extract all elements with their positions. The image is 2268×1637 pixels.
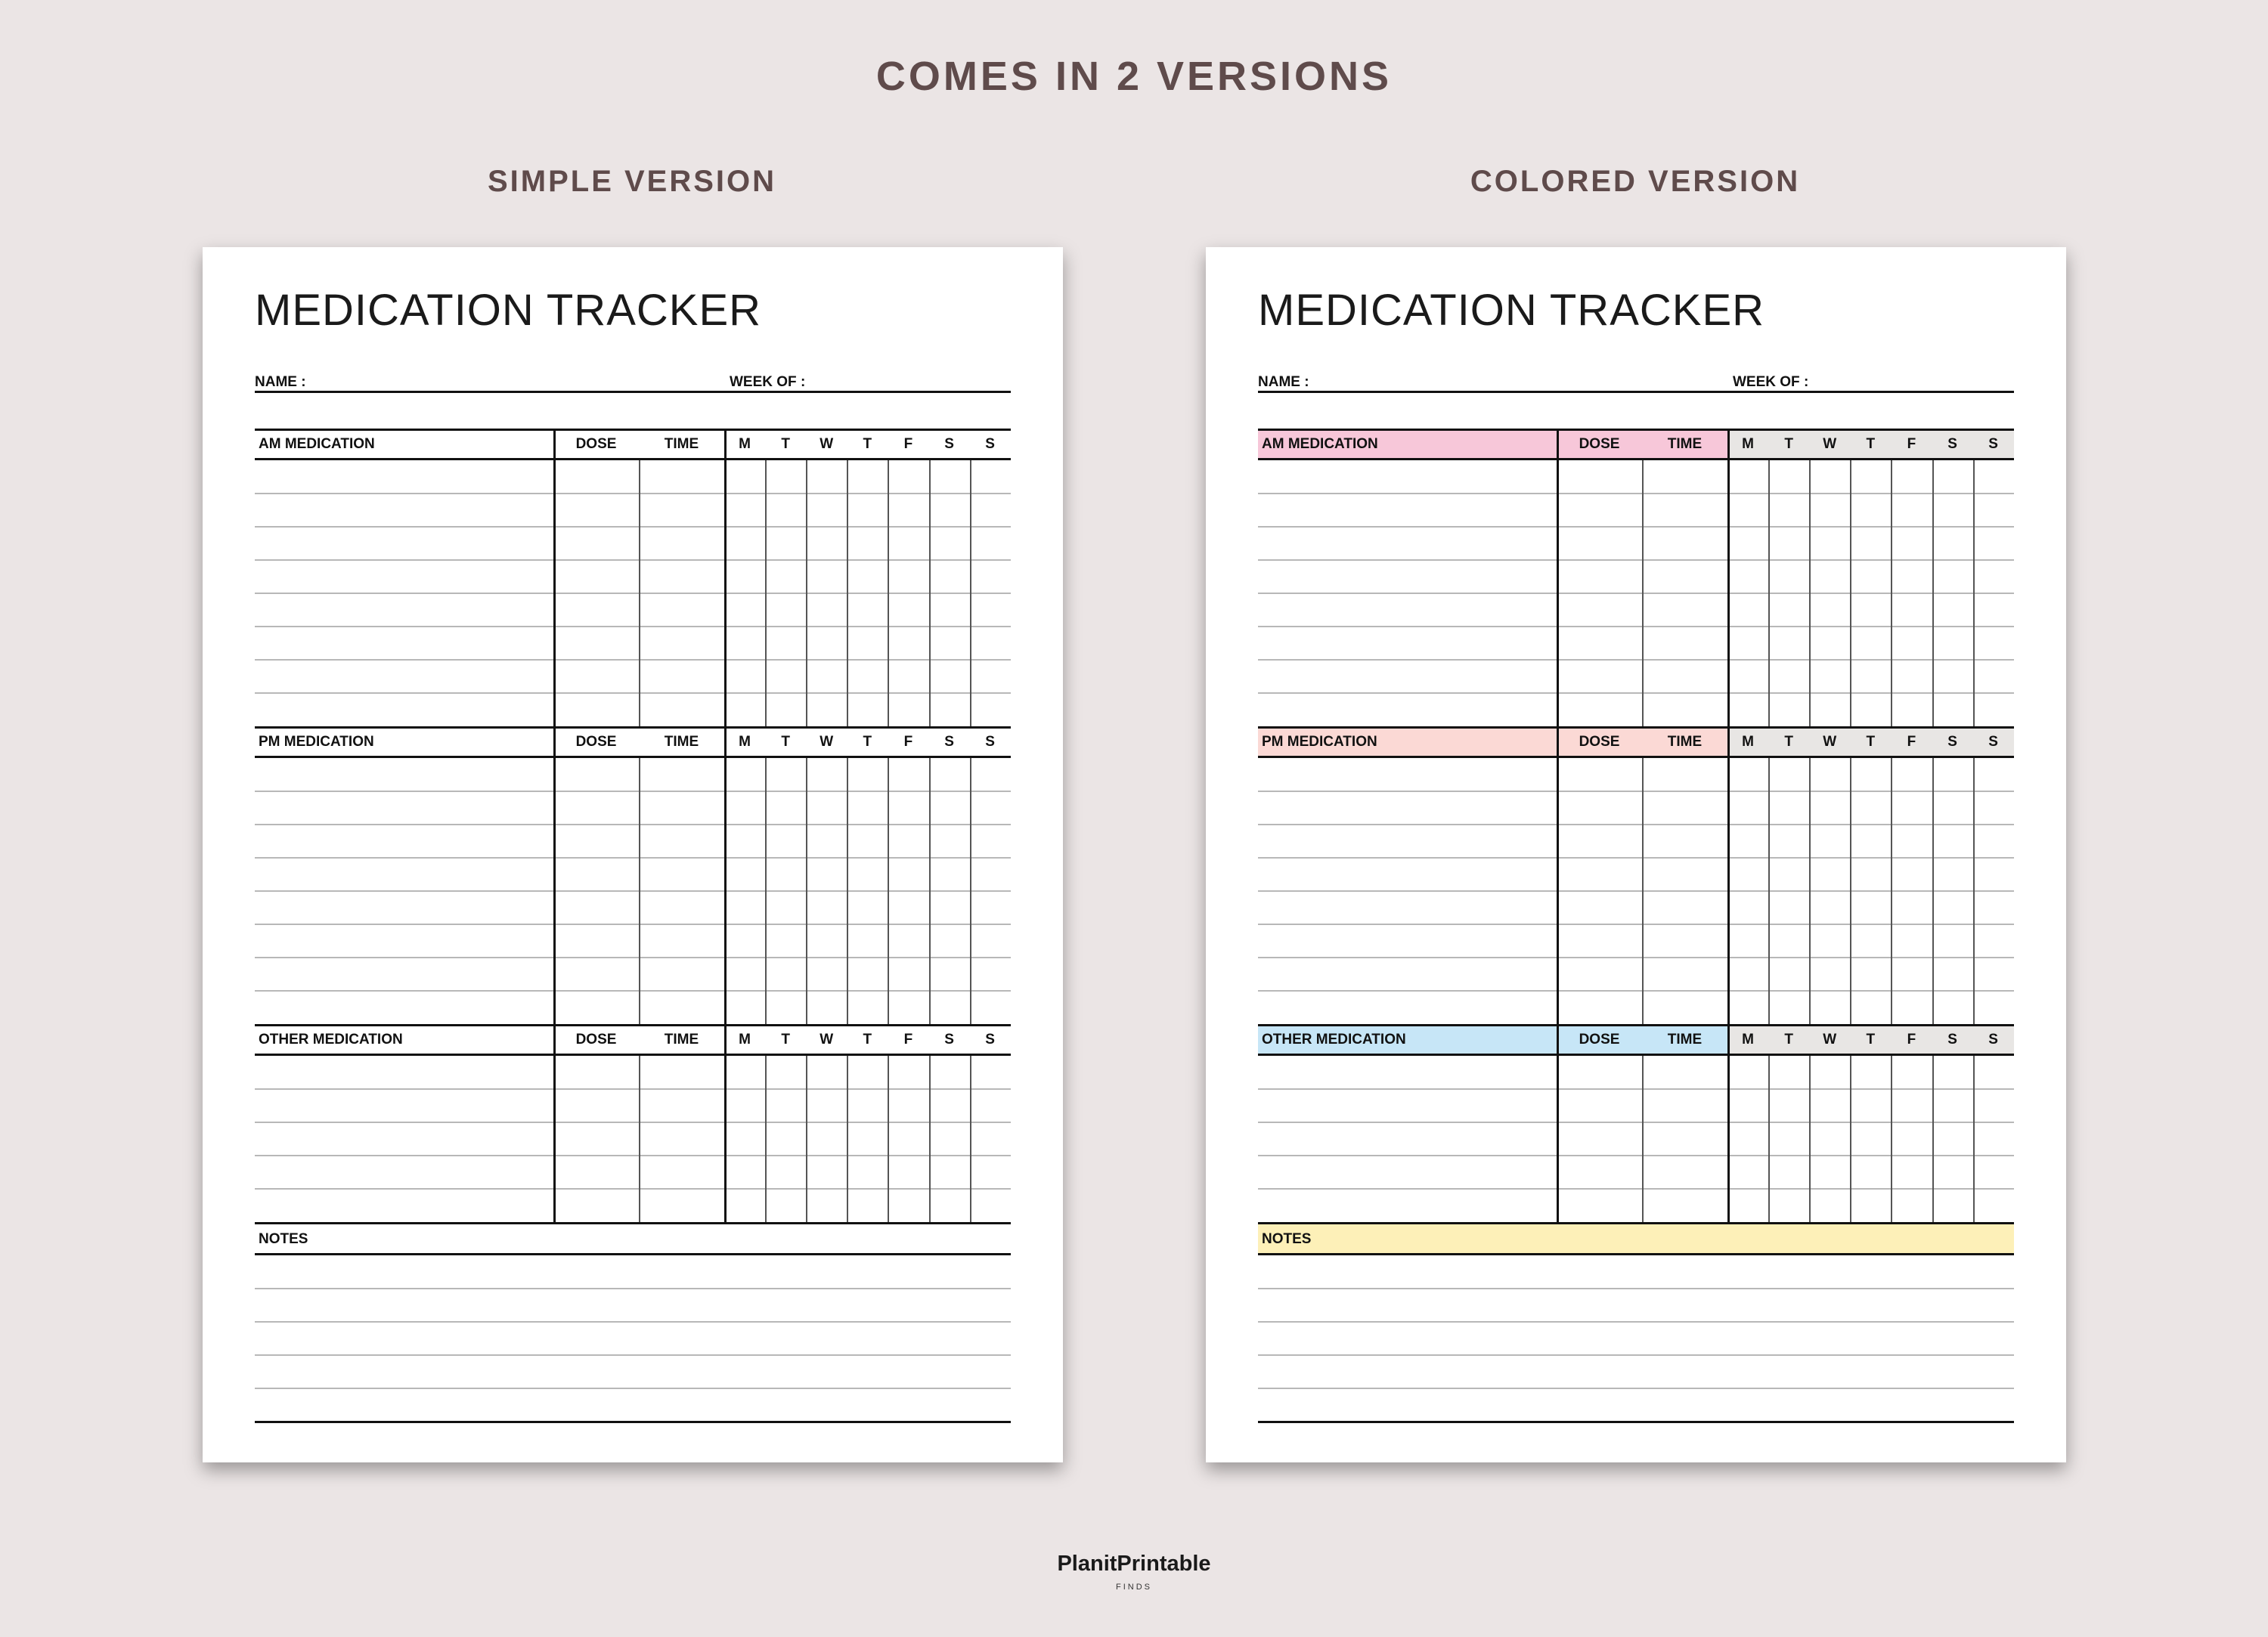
- day-heading: T: [781, 734, 790, 750]
- day-heading: S: [1947, 734, 1957, 750]
- column-divider: [765, 460, 767, 726]
- row-line: [255, 626, 1011, 627]
- week-of-field-label: WEEK OF :: [1733, 374, 1809, 390]
- column-divider: [1727, 1024, 1730, 1056]
- row-line: [1258, 659, 2014, 661]
- column-divider: [724, 758, 727, 1024]
- row-line: [255, 857, 1011, 859]
- row-line: [1258, 1188, 2014, 1190]
- day-heading: F: [903, 734, 913, 750]
- day-heading: W: [820, 436, 834, 452]
- dose-heading: DOSE: [575, 1032, 617, 1047]
- notes-header: [1258, 1222, 2014, 1255]
- dose-heading: DOSE: [575, 436, 617, 452]
- notes-line: [1258, 1321, 2014, 1323]
- column-divider: [1727, 726, 1730, 758]
- column-divider: [888, 460, 889, 726]
- am-section-rows[interactable]: [255, 460, 1011, 726]
- column-divider: [970, 1056, 971, 1222]
- column-divider: [724, 429, 727, 460]
- day-heading: T: [863, 436, 872, 452]
- time-heading: TIME: [1667, 1032, 1703, 1047]
- row-line: [1258, 526, 2014, 528]
- day-heading: M: [739, 436, 751, 452]
- time-heading: TIME: [1667, 436, 1703, 452]
- column-divider: [1932, 460, 1934, 726]
- other-medication-section: [1258, 1024, 2014, 1222]
- pm-section-rows[interactable]: [255, 758, 1011, 1024]
- column-divider: [553, 726, 556, 758]
- other-medication-heading: OTHER MEDICATION: [259, 1032, 403, 1047]
- simple-version-label: SIMPLE VERSION: [487, 165, 777, 198]
- day-heading: S: [1988, 1032, 1998, 1047]
- row-line: [255, 593, 1011, 594]
- column-divider: [1727, 429, 1730, 460]
- column-divider: [1642, 758, 1644, 1024]
- day-heading: F: [1907, 436, 1916, 452]
- column-divider: [1891, 758, 1892, 1024]
- time-heading: TIME: [664, 436, 699, 452]
- day-heading: S: [985, 436, 995, 452]
- day-heading: F: [903, 436, 913, 452]
- colored-tracker-page: [1206, 247, 2066, 1462]
- row-line: [255, 1188, 1011, 1190]
- row-line: [1258, 626, 2014, 627]
- column-divider: [553, 1056, 556, 1222]
- day-heading: T: [1866, 734, 1876, 750]
- row-line: [255, 1088, 1011, 1090]
- column-divider: [765, 1056, 767, 1222]
- row-line: [255, 493, 1011, 494]
- row-line: [1258, 692, 2014, 694]
- column-divider: [1973, 1056, 1975, 1222]
- column-divider: [1850, 460, 1851, 726]
- day-heading: W: [820, 1032, 834, 1047]
- column-divider: [1727, 758, 1730, 1024]
- column-divider: [1642, 1056, 1644, 1222]
- row-line: [255, 791, 1011, 792]
- notes-heading: NOTES: [259, 1231, 308, 1247]
- other-medication-heading: OTHER MEDICATION: [1262, 1032, 1406, 1047]
- am-section-rows[interactable]: [1258, 460, 2014, 726]
- simple-tracker-page: [203, 247, 1063, 1462]
- day-heading: T: [1784, 734, 1793, 750]
- dose-heading: DOSE: [575, 734, 617, 750]
- am-section-header: [1258, 429, 2014, 460]
- column-divider: [888, 1056, 889, 1222]
- column-divider: [1727, 1056, 1730, 1222]
- day-heading: F: [1907, 1032, 1916, 1047]
- day-heading: F: [1907, 734, 1916, 750]
- column-divider: [1932, 1056, 1934, 1222]
- column-divider: [1557, 758, 1559, 1024]
- row-line: [1258, 857, 2014, 859]
- column-divider: [553, 1024, 556, 1056]
- row-line: [1258, 890, 2014, 892]
- other-section-rows[interactable]: [1258, 1056, 2014, 1222]
- dose-heading: DOSE: [1579, 734, 1620, 750]
- notes-line: [255, 1288, 1011, 1289]
- column-divider: [553, 758, 556, 1024]
- brand-logo-name: PlanitPrintable: [1057, 1552, 1211, 1576]
- row-line: [255, 924, 1011, 925]
- am-section-header: [255, 429, 1011, 460]
- pm-medication-heading: PM MEDICATION: [259, 734, 374, 750]
- row-line: [1258, 1088, 2014, 1090]
- day-heading: S: [944, 436, 954, 452]
- row-line: [255, 692, 1011, 694]
- day-heading: S: [1988, 734, 1998, 750]
- dose-heading: DOSE: [1579, 1032, 1620, 1047]
- column-divider: [1642, 460, 1644, 726]
- day-heading: T: [1866, 436, 1876, 452]
- column-divider: [1768, 758, 1770, 1024]
- column-divider: [847, 758, 848, 1024]
- column-divider: [929, 460, 931, 726]
- other-section-header: [1258, 1024, 2014, 1056]
- column-divider: [1850, 758, 1851, 1024]
- day-heading: S: [1988, 436, 1998, 452]
- dose-heading: DOSE: [1579, 436, 1620, 452]
- day-heading: W: [820, 734, 834, 750]
- column-divider: [970, 460, 971, 726]
- day-heading: S: [985, 1032, 995, 1047]
- column-divider: [1932, 758, 1934, 1024]
- row-line: [255, 1122, 1011, 1123]
- column-divider: [1557, 460, 1559, 726]
- column-divider: [1850, 1056, 1851, 1222]
- notes-header: [255, 1222, 1011, 1255]
- row-line: [1258, 493, 2014, 494]
- column-divider: [1973, 758, 1975, 1024]
- day-heading: S: [985, 734, 995, 750]
- notes-bottom-line: [255, 1421, 1011, 1423]
- notes-section: [255, 1222, 1011, 1422]
- column-divider: [888, 758, 889, 1024]
- day-heading: T: [1866, 1032, 1876, 1047]
- column-divider: [847, 460, 848, 726]
- row-line: [1258, 593, 2014, 594]
- name-week-line[interactable]: [1258, 391, 2014, 393]
- notes-line: [1258, 1354, 2014, 1356]
- day-heading: M: [1742, 436, 1754, 452]
- column-divider: [639, 758, 640, 1024]
- column-divider: [929, 1056, 931, 1222]
- column-divider: [847, 1056, 848, 1222]
- row-line: [255, 957, 1011, 958]
- pm-section-header: [255, 726, 1011, 758]
- column-divider: [1557, 1024, 1559, 1056]
- day-heading: T: [781, 436, 790, 452]
- column-divider: [724, 1024, 727, 1056]
- column-divider: [724, 1056, 727, 1222]
- day-heading: S: [944, 1032, 954, 1047]
- column-divider: [1768, 460, 1770, 726]
- tracker-table: [255, 429, 1011, 1422]
- column-divider: [806, 758, 807, 1024]
- row-line: [1258, 559, 2014, 561]
- row-line: [255, 1155, 1011, 1156]
- row-line: [255, 890, 1011, 892]
- pm-medication-section: [1258, 726, 2014, 1024]
- day-heading: M: [739, 1032, 751, 1047]
- column-divider: [1557, 726, 1559, 758]
- notes-line: [255, 1354, 1011, 1356]
- other-section-header: [255, 1024, 1011, 1056]
- name-field-label: NAME :: [255, 374, 306, 390]
- column-divider: [1891, 1056, 1892, 1222]
- row-line: [1258, 990, 2014, 992]
- column-divider: [1809, 460, 1811, 726]
- name-field-label: NAME :: [1258, 374, 1309, 390]
- time-heading: TIME: [1667, 734, 1703, 750]
- row-line: [1258, 924, 2014, 925]
- column-divider: [1557, 429, 1559, 460]
- notes-section: [1258, 1222, 2014, 1422]
- am-medication-heading: AM MEDICATION: [259, 436, 375, 452]
- day-heading: T: [863, 734, 872, 750]
- row-line: [255, 824, 1011, 825]
- day-heading: M: [1742, 1032, 1754, 1047]
- am-medication-heading: AM MEDICATION: [1262, 436, 1378, 452]
- notes-line: [1258, 1388, 2014, 1389]
- name-week-line[interactable]: [255, 391, 1011, 393]
- page-title: MEDICATION TRACKER: [255, 286, 762, 335]
- day-heading: T: [863, 1032, 872, 1047]
- brand-logo-sub: FINDS: [1116, 1583, 1152, 1592]
- column-divider: [765, 758, 767, 1024]
- row-line: [1258, 1155, 2014, 1156]
- day-heading: M: [739, 734, 751, 750]
- row-line: [255, 990, 1011, 992]
- row-line: [255, 526, 1011, 528]
- notes-bottom-line: [1258, 1421, 2014, 1423]
- row-line: [1258, 1122, 2014, 1123]
- column-divider: [806, 460, 807, 726]
- pm-section-rows[interactable]: [1258, 758, 2014, 1024]
- day-heading: M: [1742, 734, 1754, 750]
- day-heading: W: [1823, 734, 1837, 750]
- column-divider: [1891, 460, 1892, 726]
- day-heading: S: [1947, 436, 1957, 452]
- time-heading: TIME: [664, 1032, 699, 1047]
- row-line: [1258, 957, 2014, 958]
- time-heading: TIME: [664, 734, 699, 750]
- day-heading: W: [1823, 1032, 1837, 1047]
- column-divider: [970, 758, 971, 1024]
- row-line: [1258, 791, 2014, 792]
- column-divider: [1809, 758, 1811, 1024]
- pm-medication-heading: PM MEDICATION: [1262, 734, 1377, 750]
- column-divider: [806, 1056, 807, 1222]
- column-divider: [724, 460, 727, 726]
- column-divider: [929, 758, 931, 1024]
- day-heading: T: [781, 1032, 790, 1047]
- notes-heading: NOTES: [1262, 1231, 1312, 1247]
- notes-line: [255, 1321, 1011, 1323]
- day-heading: T: [1784, 1032, 1793, 1047]
- main-heading: COMES IN 2 VERSIONS: [875, 54, 1393, 99]
- row-line: [255, 659, 1011, 661]
- pm-medication-section: [255, 726, 1011, 1024]
- day-heading: W: [1823, 436, 1837, 452]
- notes-lines[interactable]: [255, 1255, 1011, 1422]
- pm-section-header: [1258, 726, 2014, 758]
- day-heading: S: [1947, 1032, 1957, 1047]
- row-line: [1258, 824, 2014, 825]
- column-divider: [639, 460, 640, 726]
- other-medication-section: [255, 1024, 1011, 1222]
- row-line: [255, 559, 1011, 561]
- week-of-field-label: WEEK OF :: [730, 374, 806, 390]
- column-divider: [1727, 460, 1730, 726]
- column-divider: [1809, 1056, 1811, 1222]
- tracker-table: [1258, 429, 2014, 1422]
- day-heading: F: [903, 1032, 913, 1047]
- notes-line: [255, 1388, 1011, 1389]
- am-medication-section: [255, 429, 1011, 726]
- column-divider: [1768, 1056, 1770, 1222]
- colored-version-label: COLORED VERSION: [1470, 165, 1801, 198]
- column-divider: [724, 726, 727, 758]
- column-divider: [639, 1056, 640, 1222]
- column-divider: [1973, 460, 1975, 726]
- day-heading: T: [1784, 436, 1793, 452]
- notes-line: [1258, 1288, 2014, 1289]
- other-section-rows[interactable]: [255, 1056, 1011, 1222]
- day-heading: S: [944, 734, 954, 750]
- column-divider: [553, 460, 556, 726]
- column-divider: [553, 429, 556, 460]
- am-medication-section: [1258, 429, 2014, 726]
- page-title: MEDICATION TRACKER: [1258, 286, 1765, 335]
- notes-lines[interactable]: [1258, 1255, 2014, 1422]
- column-divider: [1557, 1056, 1559, 1222]
